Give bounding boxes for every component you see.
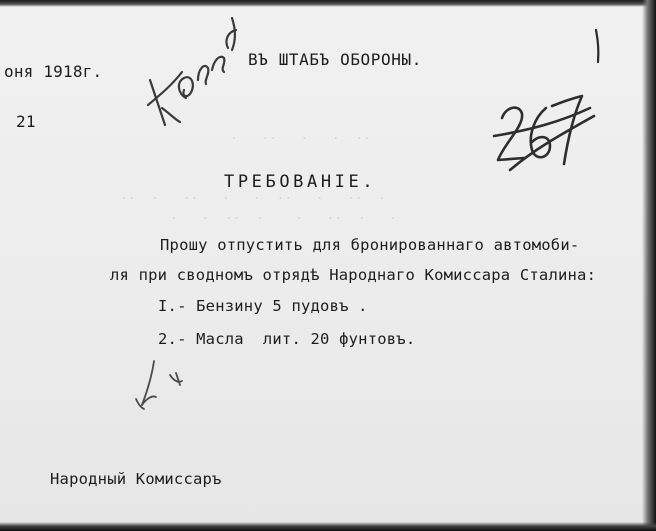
marginal-scribble	[130, 355, 200, 415]
scan-edge-right	[642, 0, 656, 531]
document-title: ТРЕБОВАНIЕ.	[224, 172, 377, 192]
body-line: ля при сводномъ отрядѣ Народнаго Комиссара Сталина:	[110, 266, 597, 284]
scan-edge-top	[0, 0, 656, 7]
list-item: 2.- Масла лит. 20 фунтовъ.	[158, 330, 416, 348]
list-item: I.- Бензину 5 пудовъ .	[158, 297, 368, 315]
registry-number-mark	[490, 78, 600, 174]
page-number-mark	[588, 26, 610, 66]
date-line: оня 1918г.	[4, 62, 103, 81]
signature-title: Народный Комиссаръ	[50, 470, 222, 488]
bleed-through-text: . . .. . . .. . .	[170, 208, 397, 223]
resolution-handwriting	[120, 10, 250, 135]
bleed-through-text: .. . . .. .	[230, 128, 371, 143]
bleed-through-text: . .. . .. . . .. . ..	[120, 188, 387, 203]
scan-edge-bottom	[0, 522, 656, 531]
addressee: ВЪ ШТАБЪ ОБОРОНЫ.	[248, 50, 422, 69]
document-number: 21	[16, 112, 36, 131]
body-line: Прошу отпустить для бронированнаго автомоби-	[160, 236, 580, 254]
